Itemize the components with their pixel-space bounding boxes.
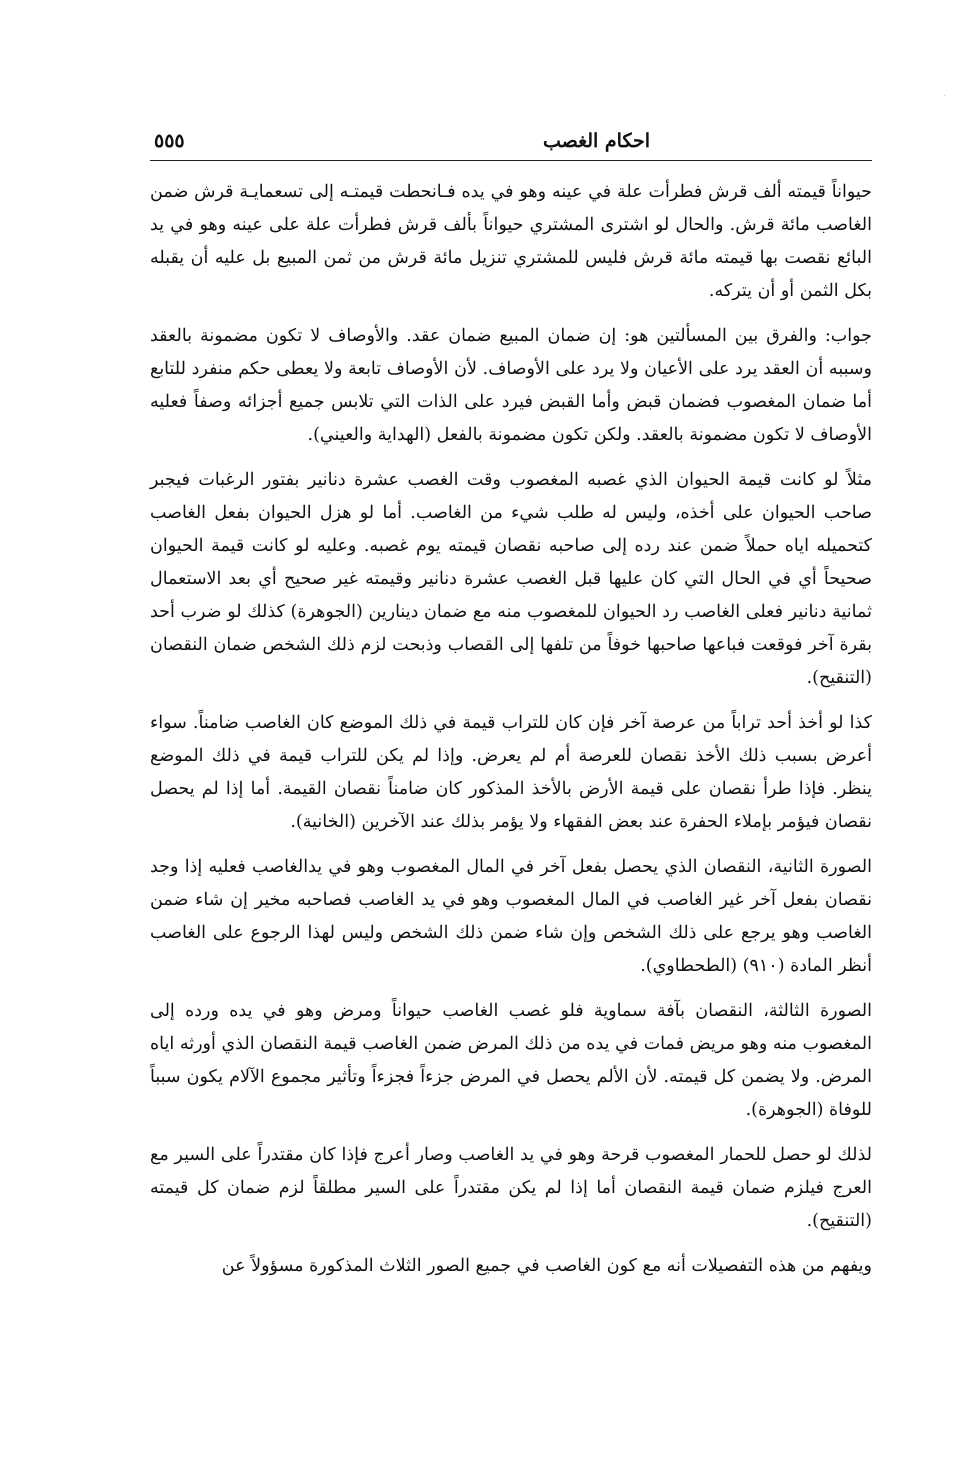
paragraph-7: لذلك لو حصل للحمار المغصوب قرحة وهو في يد الغاصب وصار أعرج فإذا كان مقتدراً على السير مع العرج فيلزم ضمان قيمة النقصان أما إذا لم يكن مقتدراً على السير مطلقاً لزم ضمان كل قيمته (التنقيح). bbox=[150, 1145, 872, 1231]
paragraph-6: الصورة الثالثة، النقصان بآفة سماوية فلو غصب الغاصب حيواناً ومرض وهو في يده ورده إلى المغصوب منه وهو مريض فمات في يده من ذلك المرض ضمن الغاصب قيمة النقصان الذي أورثه اياه المرض. ولا يضمن كل قيمته. لأن الألم يحصل في المرض جزءاً فجزءاً وتأثير مجموع الآلام يكون سبباً للوفاة (الجوهرة). bbox=[150, 1001, 872, 1120]
scan-speck bbox=[944, 95, 945, 96]
paragraph-5: الصورة الثانية، النقصان الذي يحصل بفعل آخر في المال المغصوب وهو في يدالغاصب فعليه إذا وجد نقصان بفعل آخر غير الغاصب في المال المغصوب وهو في يد الغاصب فصاحبه مخير إن شاء ضمن الغاصب وهو يرجع على ذلك الشخص وإن شاء ضمن ذلك الشخص وليس لهذا الرجوع على الغاصب أنظر المادة (٩١٠) (الطحطاوي). bbox=[150, 857, 872, 976]
running-title: احكام الغصب bbox=[542, 130, 650, 152]
paragraph-4: كذا لو أخذ أحد تراباً من عرصة آخر فإن كان للتراب قيمة في ذلك الموضع كان الغاصب ضامناً. سواء أعرض بسبب ذلك الأخذ نقصان للعرصة أم لم يعرض. وإذا لم يكن للتراب قيمة في ذلك الموضع ينظر. فإذا طرأ نقصان على قيمة الأرض بالأخذ المذكور كان ضامناً نقصان القيمة. أما إذا لم يحصل نقصان فيؤمر بإملاء الحفرة عند بعض الفقهاء ولا يؤمر بذلك عند الآخرين (الخانية). bbox=[150, 713, 872, 832]
paragraph-1: حيواناً قيمته ألف قرش فطرأت علة في عينه وهو في يده فـانحطت قيمتـه إلى تسعمايـة قرش ضمن الغاصب مائة قرش. والحال لو اشترى المشتري حيواناً بألف قرش فطرأت علة على عينه وهو في يد البائع نقصت بها قيمته مائة قرش فليس للمشتري تنزيل مائة قرش من ثمن المبيع بل عليه أن يقبله بكل الثمن أو أن يتركه. bbox=[150, 182, 872, 301]
paragraph-2: جواب: والفرق بين المسألتين هو: إن ضمان المبيع ضمان عقد. والأوصاف لا تكون مضمونة بالعقد وسببه أن العقد يرد على الأعيان ولا يرد على الأوصاف. لأن الأوصاف تابعة ولا يعطى حكم منفرد للتابع أما ضمان المغصوب فضمان قبض وأما القبض فيرد على الذات التي تلابس جميع أجزائه وصفاً فعليه الأوصاف لا تكون مضمونة بالعقد. ولكن تكون مضمونة بالفعل (الهداية والعيني). bbox=[150, 326, 872, 445]
header-rule bbox=[150, 160, 872, 161]
body-text bbox=[150, 176, 872, 1283]
page-number: ٥٥٥ bbox=[154, 130, 185, 152]
paragraph-8: ويفهم من هذه التفصيلات أنه مع كون الغاصب في جميع الصور الثلاث المذكورة مسؤولاً عن bbox=[221, 1256, 872, 1276]
paragraph-3: مثلاً لو كانت قيمة الحيوان الذي غصبه المغصوب وقت الغصب عشرة دنانير بفتور الرغبات فيجبر صاحب الحيوان على أخذه، وليس له طلب شيء من الغاصب. أما لو هزل الحيوان بفعل الغاصب كتحميله اياه حملاً ضمن عند رده إلى صاحبه نقصان قيمته يوم غصبه. وعليه لو كانت قيمة الحيوان صحيحاً أي في الحال التي كان عليها قبل الغصب عشرة دنانير وقيمته غير صحيح أي بعد الاستعمال ثمانية دنانير فعلى الغاصب رد الحيوان للمغصوب منه مع ضمان دينارين (الجوهرة) كذلك لو ضرب أحد بقرة آخر فوقعت فباعها صاحبها خوفاً من تلفها إلى القصاب وذبحت لزم ذلك الشخص ضمان النقصان (التنقيح). bbox=[150, 470, 872, 688]
